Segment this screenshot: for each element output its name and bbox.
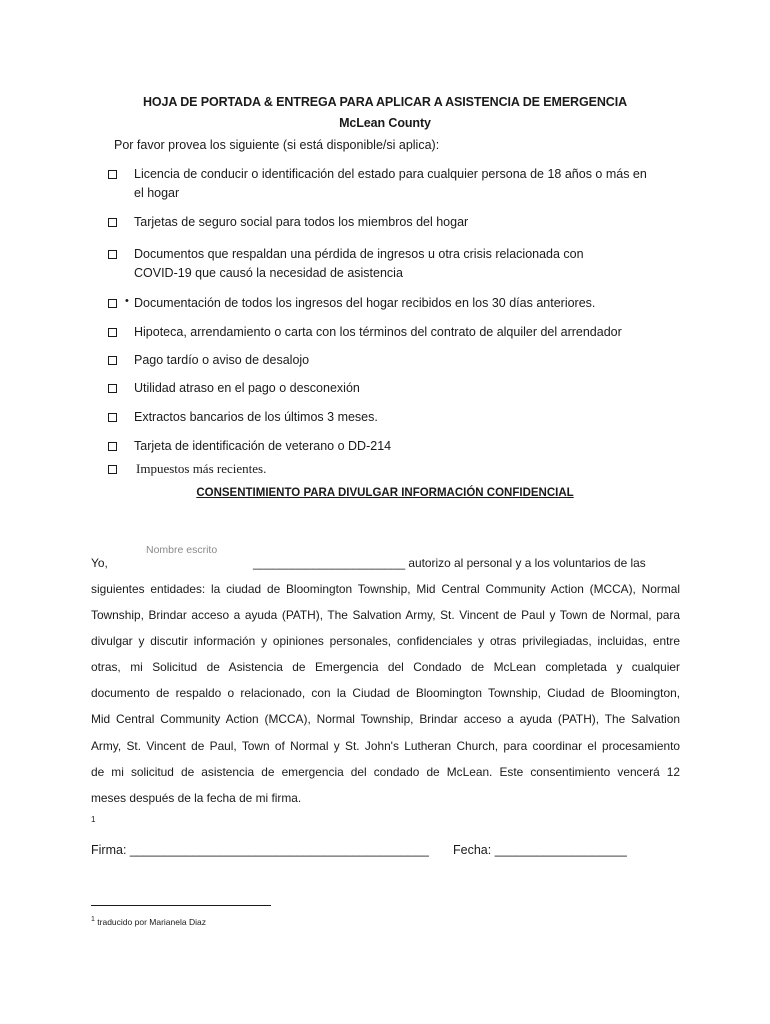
checkbox[interactable]	[108, 356, 117, 365]
signature-row	[91, 843, 429, 857]
checkbox[interactable]	[108, 299, 117, 308]
checklist-item-text: Utilidad atraso en el pago o desconexión	[134, 381, 360, 395]
consent-first-line	[91, 554, 680, 572]
date-row	[453, 843, 627, 857]
checklist-item-text: Extractos bancarios de los últimos 3 meses.	[134, 410, 378, 424]
checklist-item-text-cont: COVID-19 que causó la necesidad de asistencia	[134, 266, 403, 280]
consent-body	[91, 576, 680, 811]
page-title: HOJA DE PORTADA & ENTREGA PARA APLICAR A ASISTENCIA DE EMERGENCIA	[142, 95, 628, 109]
fecha-field[interactable]: ___________________	[494, 843, 627, 857]
yo-label: Yo,	[91, 556, 108, 570]
checkbox[interactable]	[108, 218, 117, 227]
checkbox[interactable]	[108, 384, 117, 393]
consent-line: siguientes entidades: la ciudad de Bloomington Township, Mid Central Community Action (MCCA), Normal	[91, 582, 680, 596]
checklist-item-text: Pago tardío o aviso de desalojo	[134, 353, 310, 367]
footnote	[91, 916, 206, 927]
firma-field[interactable]: ___________________________________________	[129, 843, 429, 857]
checklist-item-text: Impuestos más recientes.	[136, 461, 267, 476]
checklist-item-text: Tarjetas de seguro social para todos los miembros del hogar	[134, 215, 469, 229]
fecha-label: Fecha:	[453, 843, 492, 857]
consent-line: Township, Brindar acceso a ayuda (PATH), The Salvation Army, St. Vincent de Paul y Town de Normal, para	[91, 608, 680, 623]
page-subtitle: McLean County	[339, 116, 431, 130]
consent-line: divulgar y discutir información y opiniones personales, confidenciales y otras privilegiadas, incluidas, entre	[91, 634, 680, 649]
consent-line: Mid Central Community Action (MCCA), Normal Township, Brindar acceso a ayuda (PATH), The Salvation	[91, 712, 680, 727]
consent-line: meses después de la fecha de mi firma.	[91, 790, 302, 805]
footnote-marker: 1	[91, 815, 96, 824]
checklist-item-text: Documentos que respaldan una pérdida de ingresos u otra crisis relacionada con	[134, 247, 584, 261]
footnote-divider	[91, 905, 271, 906]
checklist-item-text: Tarjeta de identificación de veterano o DD-214	[134, 439, 392, 453]
checkbox[interactable]	[108, 250, 117, 259]
checklist-item-text: Licencia de conducir o identificación del estado para cualquier persona de 18 años o más en	[134, 167, 647, 181]
checkbox[interactable]	[108, 170, 117, 179]
footnote-number: 1	[91, 916, 95, 923]
consent-line: otras, mi Solicitud de Asistencia de Emergencia del Condado de McLean completada y cualquier	[91, 660, 680, 675]
consent-title: CONSENTIMIENTO PARA DIVULGAR INFORMACIÓN CONFIDENCIAL	[196, 487, 574, 499]
footnote-text: traducido por Marianela Diaz	[97, 916, 206, 927]
intro-text: Por favor provea los siguiente (si está disponible/si aplica):	[114, 138, 440, 152]
consent-line: Army, St. Vincent de Paul, Town of Normal y St. John's Lutheran Church, para coordinar el procesamiento	[91, 738, 680, 753]
checklist-item-text: Documentación de todos los ingresos del hogar recibidos en los 30 días anteriores.	[134, 296, 596, 310]
consent-line: documento de respaldo o relacionado, con la Ciudad de Bloomington Township, Ciudad de Bloomington,	[91, 686, 680, 701]
checkbox[interactable]	[108, 442, 117, 451]
name-placeholder: Nombre escrito	[146, 544, 218, 556]
checklist-item-text: Hipoteca, arrendamiento o carta con los términos del contrato de alquiler del arrendador	[134, 325, 622, 339]
checkbox[interactable]	[108, 465, 117, 474]
bullet-glyph: •	[125, 295, 129, 307]
firma-label: Firma:	[91, 843, 127, 857]
consent-line: de mi solicitud de asistencia de emergencia del condado de McLean. Este consentimiento vencerá 12	[91, 764, 680, 779]
checkbox[interactable]	[108, 328, 117, 337]
checkbox[interactable]	[108, 413, 117, 422]
checklist-item-text-cont: el hogar	[134, 186, 180, 200]
name-field-line[interactable]: _______________________ autorizo al personal y a los voluntarios de las	[253, 556, 646, 570]
